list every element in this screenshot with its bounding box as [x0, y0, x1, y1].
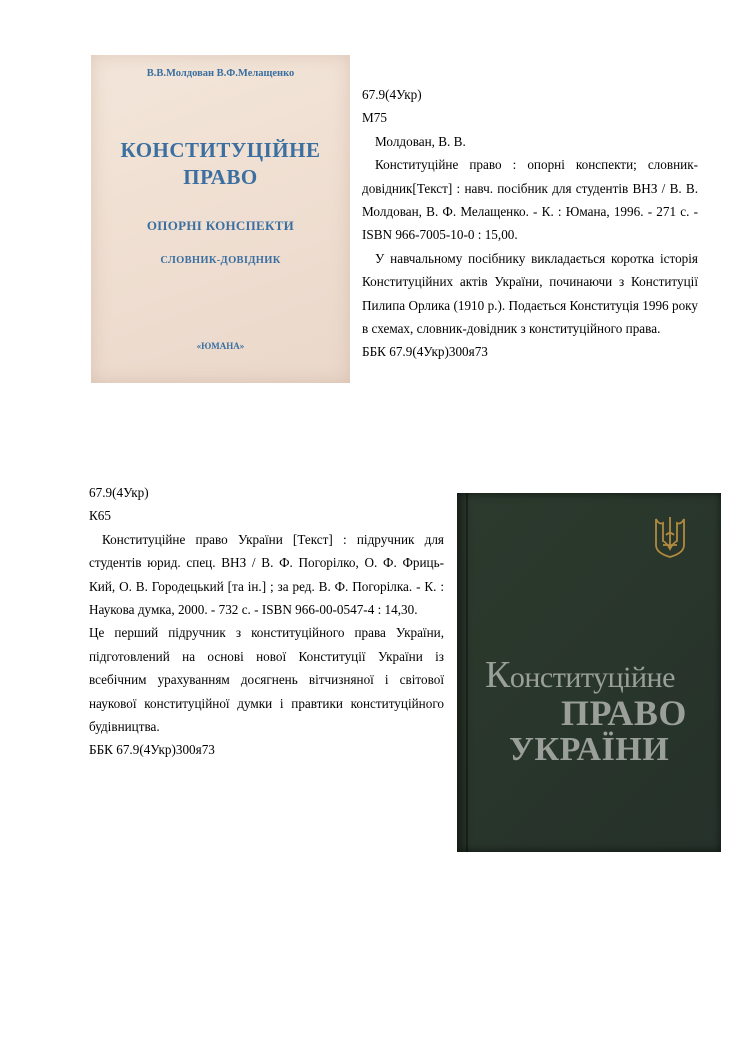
catalog-entry-1	[362, 83, 698, 364]
bbk-code: ББК 67.9(4Укр)300я73	[89, 742, 215, 758]
bibliographic-description: Конституційне право : опорні конспекти; словник-довідник[Текст] : навч. посібник для студентів ВНЗ / В. В. Молдован, В. Ф. Мелащенко. - К. : Юмана, 1996. - 271 с. - ISBN 966-7005-10-0 : 15,00.	[362, 157, 698, 243]
author-mark: М75	[362, 110, 387, 126]
author-mark: К65	[89, 508, 111, 524]
cover-title-cap: К	[485, 654, 510, 696]
cover-title-line1	[485, 653, 675, 697]
cover-title-line3: УКРАЇНИ	[509, 731, 670, 768]
cover-publisher: «ЮМАНА»	[196, 341, 245, 351]
trident-icon	[653, 515, 687, 559]
book-cover-pohorilko	[457, 493, 721, 852]
catalog-entry-2	[89, 481, 444, 762]
author-heading: Молдован, В. В.	[375, 133, 466, 149]
bibliographic-description: Конституційне право України [Текст] : підручник для студентів юрид. спец. ВНЗ / В. Ф. Погорілко, О. Ф. Фриць-Кий, О. В. Городецький [та ін.] ; за ред. В. Ф. Погорілка. - К. : Наукова думка, 2000. - 732 с. - ISBN 966-00-0547-4 : 14,30.	[89, 531, 444, 618]
cover-title-line1: КОНСТИТУЦІЙНЕ	[120, 138, 321, 162]
cover-subtitle-2: СЛОВНИК-ДОВІДНИК	[160, 255, 281, 266]
cover-subtitle-1: ОПОРНІ КОНСПЕКТИ	[146, 218, 295, 233]
annotation: Це перший підручник з конституційного права України, підготовлений на основі нової Конституції України із всебічним урахуванням досягнень вітчизняної і світової наукової конституційної думки і правтики конституційного будівництва.	[89, 625, 444, 735]
cover-authors: В.В.Молдован В.Ф.Мелащенко	[146, 68, 295, 79]
cover-title-line2: ПРАВО	[183, 165, 258, 189]
class-code: 67.9(4Укр)	[362, 87, 422, 102]
book-cover-moldovan	[91, 55, 350, 383]
cover-title-line2: ПРАВО	[561, 693, 687, 733]
bbk-code: ББК 67.9(4Укр)300я73	[362, 344, 488, 360]
cover-spine	[466, 493, 468, 852]
cover-title-rest: онституційне	[509, 661, 675, 694]
annotation: У навчальному посібнику викладається коротка історія Конституційних актів України, починаючи з Конституції Пилипа Орлика (1910 р.). Подається Конституція 1996 року в схемах, словник-довідник з конституційного права.	[362, 250, 698, 337]
class-code: 67.9(4Укр)	[89, 485, 149, 500]
